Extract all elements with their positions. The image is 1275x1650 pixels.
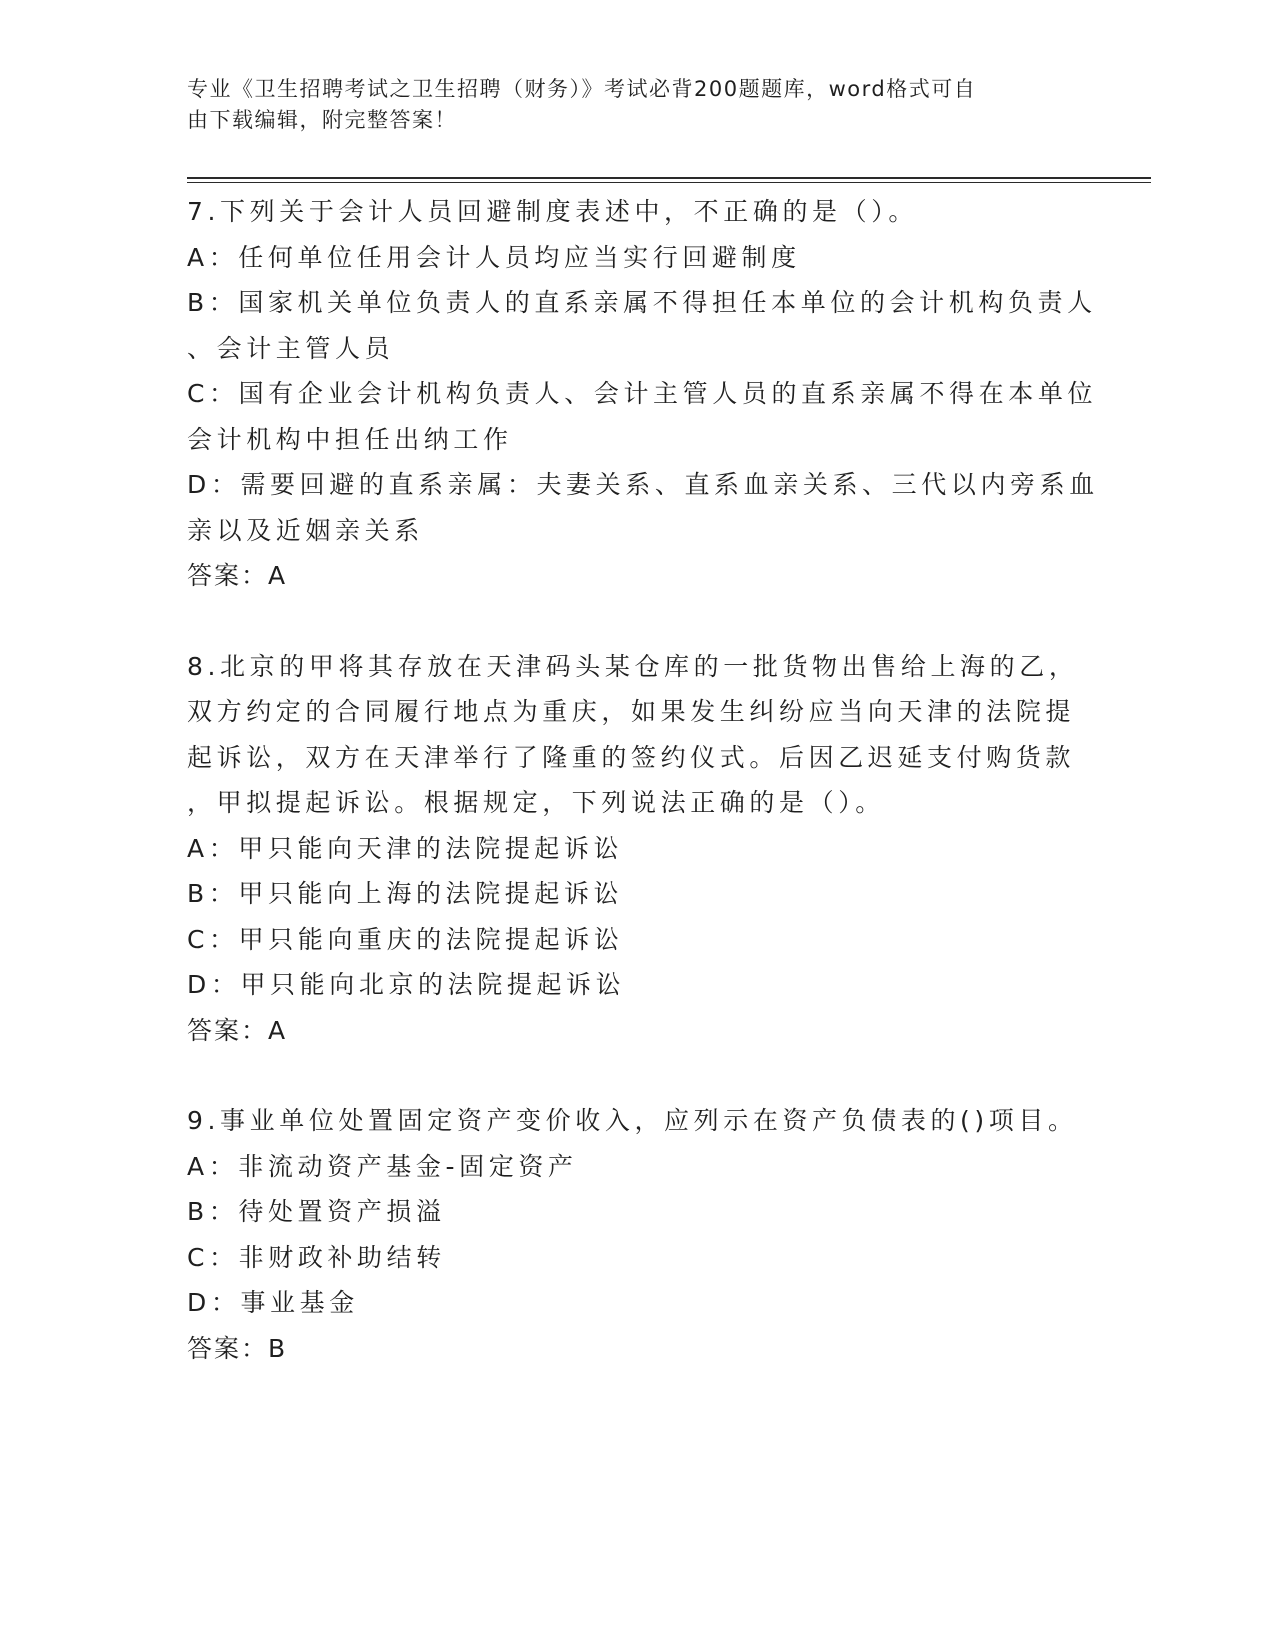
question-list <box>187 189 1099 1371</box>
answer-label: 答案：B <box>187 1333 288 1363</box>
answer-label: 答案：A <box>187 1015 288 1045</box>
option-c-continued: 会计机构中担任出纳工作 <box>187 424 513 454</box>
option-a: A：非流动资产基金-固定资产 <box>187 1151 578 1181</box>
answer-label: 答案：A <box>187 561 288 590</box>
option-a: A：任何单位任用会计人员均应当实行回避制度 <box>187 242 801 272</box>
option-a: A：甲只能向天津的法院提起诉讼 <box>187 833 624 863</box>
option-b: B：国家机关单位负责人的直系亲属不得担任本单位的会计机构负责人 <box>187 288 1097 317</box>
option-d: D：甲只能向北京的法院提起诉讼 <box>187 970 626 999</box>
header-line: 由下载编辑，附完整答案！ <box>187 108 457 132</box>
option-b: B：甲只能向上海的法院提起诉讼 <box>187 879 624 908</box>
option-c: C：非财政补助结转 <box>187 1242 446 1272</box>
question-stem: 9.事业单位处置固定资产变价收入，应列示在资产负债表的()项目。 <box>187 1106 1078 1135</box>
option-c: C：国有企业会计机构负责人、会计主管人员的直系亲属不得在本单位 <box>187 379 1098 408</box>
document-header <box>187 74 1067 136</box>
header-divider-thick <box>187 177 1151 179</box>
question-8 <box>187 644 1087 1054</box>
question-7 <box>187 189 1099 599</box>
question-stem-continued: 起诉讼，双方在天津举行了隆重的签约仪式。后因乙迟延支付购货款 <box>187 742 1076 772</box>
header-line: 专业《卫生招聘考试之卫生招聘（财务）》考试必背200题题库，word格式可自 <box>187 77 977 101</box>
question-stem-continued: 双方约定的合同履行地点为重庆，如果发生纠纷应当向天津的法院提 <box>187 697 1076 726</box>
question-stem: 8.北京的甲将其存放在天津码头某仓库的一批货物出售给上海的乙， <box>187 651 1079 681</box>
option-d: D：事业基金 <box>187 1288 359 1317</box>
question-stem-continued: ，甲拟提起诉讼。根据规定，下列说法正确的是（）。 <box>187 788 885 817</box>
option-d: D：需要回避的直系亲属：夫妻关系、直系血亲关系、三代以内旁系血 <box>187 470 1099 499</box>
header-divider-thin <box>187 182 1151 183</box>
option-b: B：待处置资产损溢 <box>187 1197 446 1226</box>
option-c: C：甲只能向重庆的法院提起诉讼 <box>187 924 624 954</box>
option-b-continued: 、会计主管人员 <box>187 333 395 363</box>
question-stem: 7.下列关于会计人员回避制度表述中，不正确的是（）。 <box>187 197 918 226</box>
question-9 <box>187 1098 1087 1371</box>
option-d-continued: 亲以及近姻亲关系 <box>187 515 424 545</box>
